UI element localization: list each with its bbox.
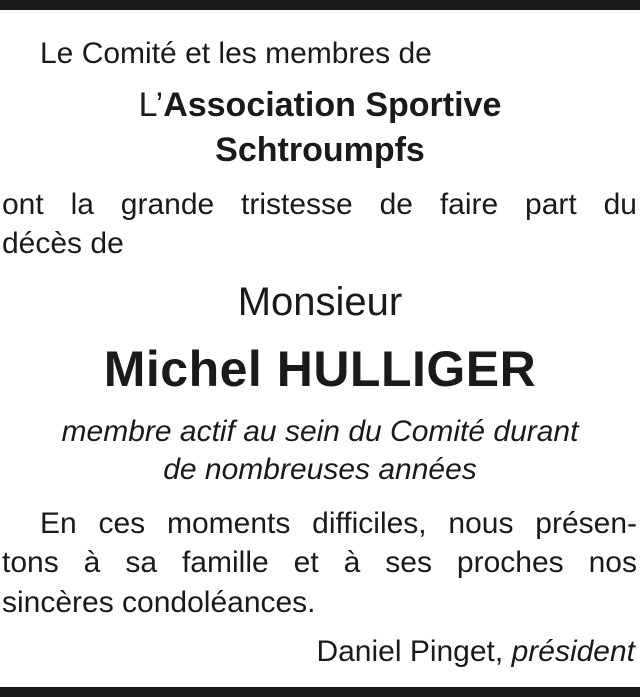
signature [0,635,640,669]
role-description-line-2: de nombreuses années [163,453,477,486]
role-description-line-1: membre actif au sein du Comité durant [61,415,579,448]
condolences-line-1: En ces moments difficiles, nous présen- [40,507,637,540]
association-prefix: L’ [138,86,164,124]
signatory-title: président [511,635,635,668]
announcement-line-1: ont la grande tristesse de faire part du [2,188,637,221]
association-name-line2: Schtroumpfs [215,131,425,169]
association-name: Association Sportive [163,86,502,124]
association-name-line1 [0,86,640,125]
intro-text: Le Comité et les membres de [40,37,432,70]
announcement-line-2: décès de [2,227,124,260]
deceased-name: Michel HULLIGER [103,341,537,397]
condolences-line-2: tons à sa famille et à ses proches nos [2,546,637,579]
honorific-title: Monsieur [237,280,403,324]
bottom-border-rule [0,687,640,697]
signatory-name: Daniel Pinget, [316,635,504,668]
top-border-rule [0,0,640,10]
obituary-notice [0,10,640,687]
condolences-line-3: sincères condoléances. [2,586,316,619]
